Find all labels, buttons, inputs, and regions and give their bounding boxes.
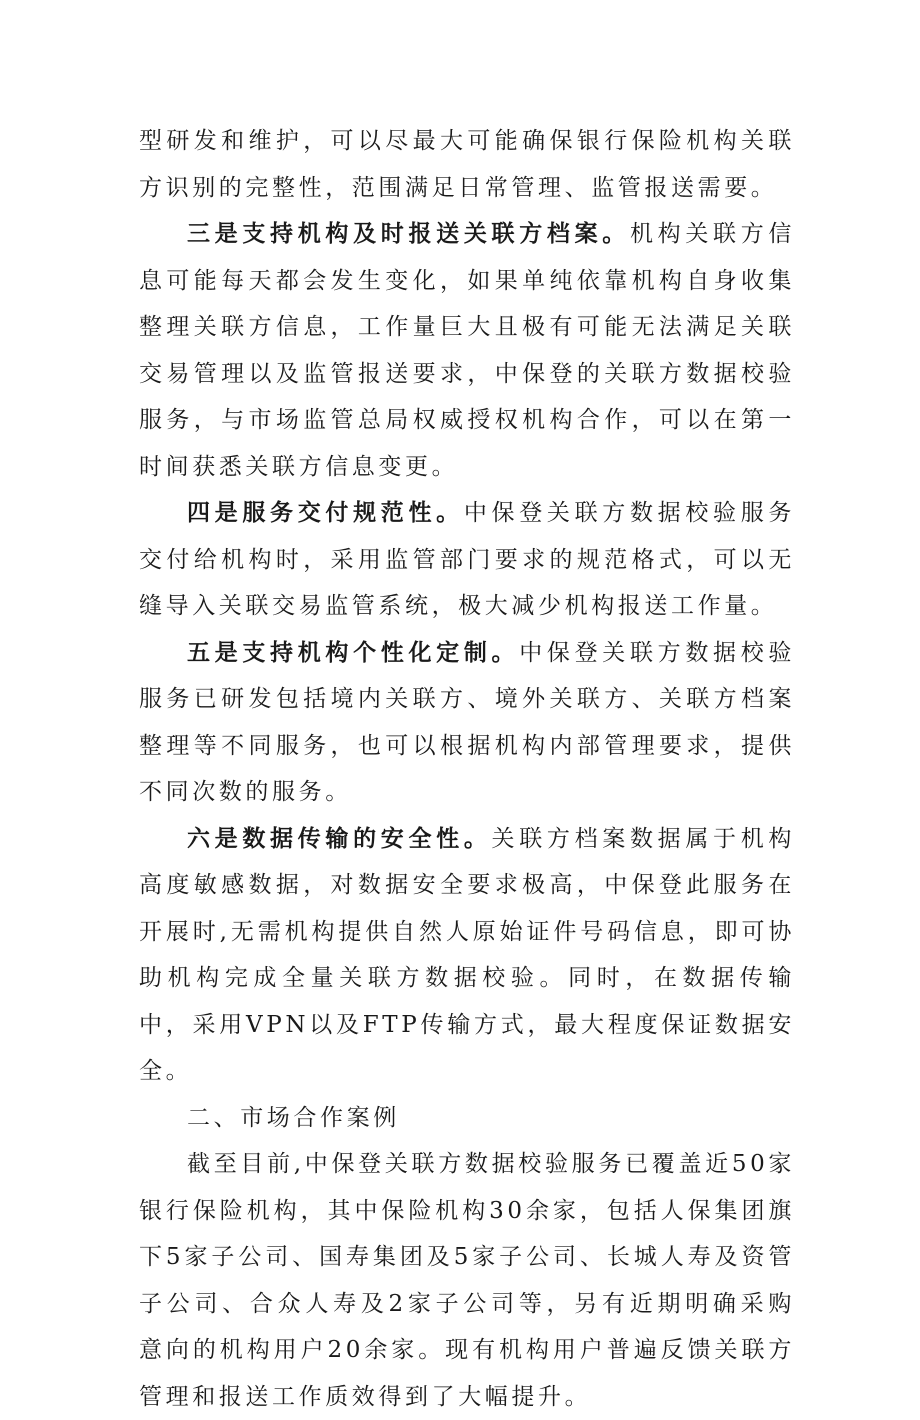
paragraph-lead: 四是服务交付规范性。 [187, 499, 464, 526]
paragraph-point-five [139, 630, 795, 816]
paragraph-text: 中保登关联方数据校验服务已研发包括境内关联方、境外关联方、关联方档案整理等不同服务，也可以根据机构内部管理要求，提供不同次数的服务。 [139, 639, 796, 805]
paragraph-text: 中保登关联方数据校验服务交付给机构时，采用监管部门要求的规范格式，可以无缝导入关联交易监管系统，极大减少机构报送工作量。 [139, 500, 796, 619]
paragraph-continuation [139, 118, 795, 211]
section-heading [139, 1095, 795, 1142]
paragraph-text: 机构关联方信息可能每天都会发生变化，如果单纯依靠机构自身收集整理关联方信息，工作量巨大且极有可能无法满足关联交易管理以及监管报送要求，中保登的关联方数据校验服务，与市场监管总局权威授权机构合作，可以在第一时间获悉关联方信息变更。 [139, 221, 795, 480]
paragraph-text: 截至目前,中保登关联方数据校验服务已覆盖近50家银行保险机构，其中保险机构30余家，包括人保集团旗下5家子公司、国寿集团及5家子公司、长城人寿及资管子公司、合众人寿及2家子公司等，另有近期明确采购意向的机构用户20余家。现有机构用户普遍反馈关联方管理和报送工作质效得到了大幅提升。 [139, 1151, 795, 1410]
paragraph-case-summary [139, 1141, 795, 1420]
section-heading-text: 二、市场合作案例 [187, 1104, 400, 1131]
paragraph-text: 型研发和维护，可以尽最大可能确保银行保险机构关联方识别的完整性，范围满足日常管理、监管报送需要。 [139, 128, 795, 201]
paragraph-lead: 三是支持机构及时报送关联方档案。 [187, 220, 630, 247]
paragraph-point-three [139, 211, 795, 490]
paragraph-point-four [139, 490, 795, 630]
paragraph-text: 关联方档案数据属于机构高度敏感数据，对数据安全要求极高，中保登此服务在开展时,无需机构提供自然人原始证件号码信息，即可协助机构完成全量关联方数据校验。同时，在数据传输中，采用VPN以及FTP传输方式，最大程度保证数据安全。 [139, 825, 795, 1084]
document-body [139, 118, 795, 1420]
paragraph-lead: 六是数据传输的安全性。 [187, 824, 492, 852]
paragraph-point-six [139, 816, 795, 1095]
paragraph-lead: 五是支持机构个性化定制。 [187, 638, 520, 666]
